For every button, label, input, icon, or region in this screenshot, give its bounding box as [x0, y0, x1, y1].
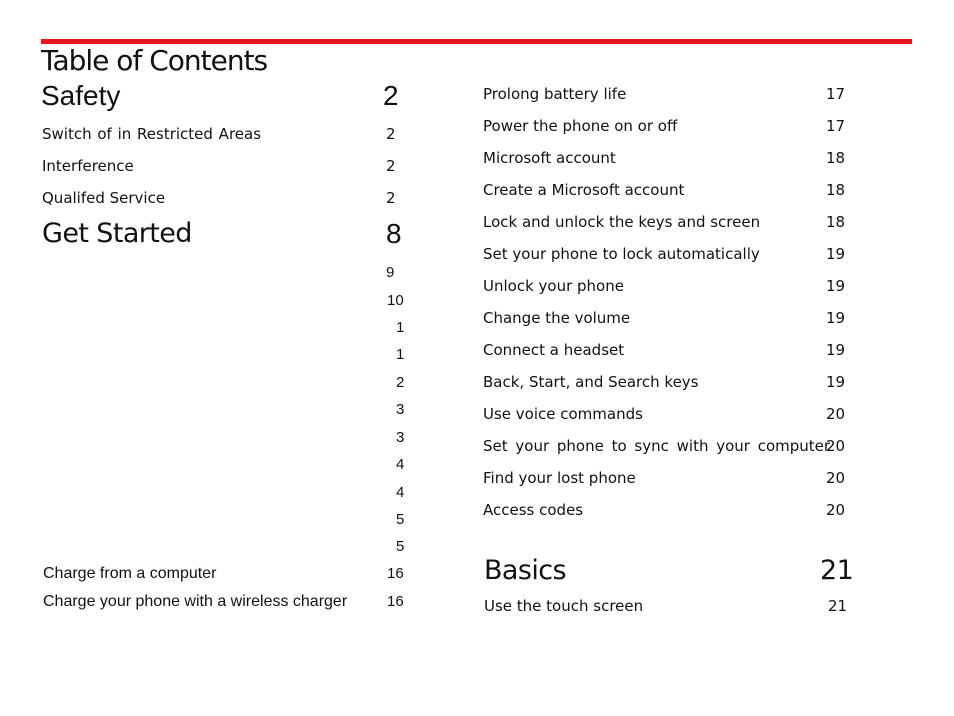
- orphan-page-number: 9: [386, 264, 395, 281]
- orphan-page-number: 4: [396, 484, 405, 501]
- toc-entry-page: 16: [387, 565, 404, 582]
- toc-entry[interactable]: Find your lost phone: [483, 469, 636, 487]
- section-page-safety: 2: [383, 80, 399, 111]
- orphan-page-number: 2: [396, 374, 405, 391]
- section-heading-get-started[interactable]: Get Started: [42, 218, 192, 249]
- orphan-page-number: 1: [396, 319, 405, 336]
- orphan-page-number: 3: [396, 429, 405, 446]
- section-page-get-started: 8: [386, 218, 402, 249]
- toc-entry[interactable]: Access codes: [483, 501, 584, 519]
- toc-entry[interactable]: Qualifed Service: [42, 189, 166, 207]
- toc-entry-page: 2: [386, 189, 396, 207]
- toc-entry[interactable]: Set your phone to sync with your computer: [483, 437, 831, 455]
- toc-entry-page: 20: [826, 501, 846, 519]
- toc-entry-page: 21: [828, 597, 848, 615]
- toc-entry-page: 18: [826, 149, 846, 167]
- toc-entry[interactable]: Change the volume: [483, 309, 631, 327]
- toc-entry-page: 19: [826, 373, 846, 391]
- toc-entry-page: 16: [387, 593, 404, 610]
- toc-entry-page: 20: [826, 469, 846, 487]
- page-title: Table of Contents: [41, 44, 268, 77]
- toc-entry-page: 19: [826, 245, 846, 263]
- toc-entry[interactable]: Set your phone to lock automatically: [483, 245, 760, 263]
- toc-entry[interactable]: Power the phone on or off: [483, 117, 678, 135]
- orphan-page-number: 5: [396, 538, 405, 555]
- toc-entry[interactable]: Use voice commands: [483, 405, 643, 423]
- toc-entry[interactable]: Use the touch screen: [484, 597, 644, 615]
- toc-entry[interactable]: Back, Start, and Search keys: [483, 373, 699, 391]
- toc-entry[interactable]: Charge your phone with a wireless charger: [43, 593, 348, 610]
- orphan-page-number: 4: [396, 456, 405, 473]
- toc-entry-page: 19: [826, 309, 846, 327]
- section-heading-safety[interactable]: Safety: [41, 80, 121, 111]
- toc-entry-page: 20: [826, 437, 846, 455]
- orphan-page-number: 1: [396, 346, 405, 363]
- section-page-basics: 21: [820, 555, 854, 586]
- toc-entry-page: 20: [826, 405, 846, 423]
- toc-entry-page: 18: [826, 213, 846, 231]
- toc-entry-page: 19: [826, 277, 846, 295]
- toc-entry[interactable]: Unlock your phone: [483, 277, 624, 295]
- toc-entry[interactable]: Switch of in Restricted Areas: [42, 125, 262, 143]
- toc-entry-page: 17: [826, 85, 846, 103]
- toc-entry-page: 2: [386, 157, 396, 175]
- toc-entry[interactable]: Charge from a computer: [43, 565, 217, 582]
- toc-entry-page: 19: [826, 341, 846, 359]
- toc-entry[interactable]: Lock and unlock the keys and screen: [483, 213, 761, 231]
- toc-entry[interactable]: Microsoft account: [483, 149, 616, 167]
- toc-entry[interactable]: Interference: [42, 157, 134, 175]
- toc-entry-page: 17: [826, 117, 846, 135]
- orphan-page-number: 10: [387, 292, 404, 309]
- orphan-page-number: 3: [396, 401, 405, 418]
- toc-entry[interactable]: Create a Microsoft account: [483, 181, 685, 199]
- section-heading-basics[interactable]: Basics: [484, 555, 566, 586]
- toc-entry-page: 18: [826, 181, 846, 199]
- toc-entry[interactable]: Connect a headset: [483, 341, 625, 359]
- orphan-page-number: 5: [396, 511, 405, 528]
- toc-entry-page: 2: [386, 125, 396, 143]
- toc-entry[interactable]: Prolong battery life: [483, 85, 627, 103]
